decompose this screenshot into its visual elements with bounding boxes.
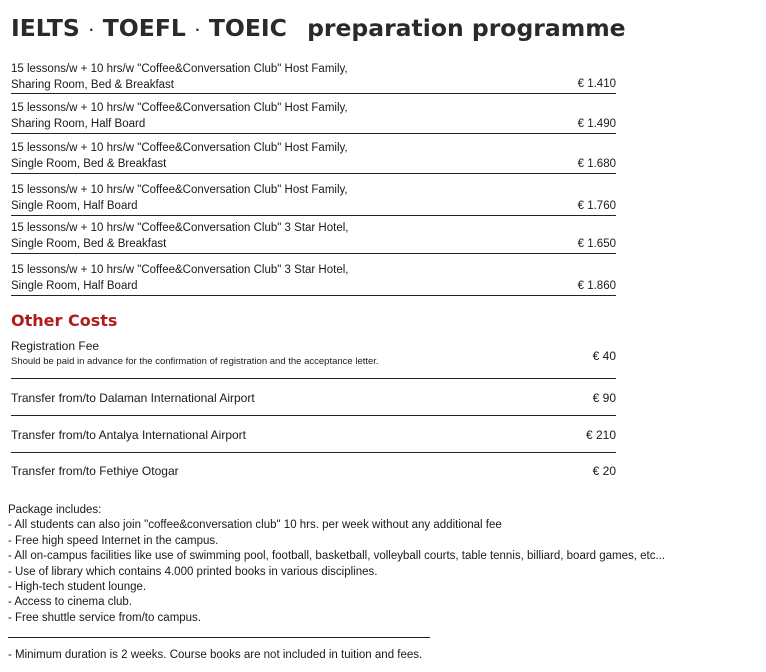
transfer-price: € 20 [592, 464, 616, 478]
transfer-price: € 90 [592, 391, 616, 405]
other-costs-heading: Other Costs [11, 311, 118, 330]
programme-desc-line1: 15 lessons/w + 10 hrs/w "Coffee&Conversation Club" Host Family, [11, 142, 348, 154]
package-heading: Package includes: [8, 504, 102, 516]
programme-row [11, 140, 616, 174]
title-separator: · [89, 22, 94, 37]
programme-desc-line2: Sharing Room, Half Board [11, 118, 146, 130]
package-item: - Free high speed Internet in the campus. [8, 534, 219, 547]
divider [11, 415, 616, 416]
transfer-label: Transfer from/to Antalya International Airport [11, 428, 247, 442]
programme-price: € 1.680 [577, 158, 616, 170]
programme-row [11, 61, 616, 94]
package-item: - All on-campus facilities like use of swimming pool, football, basketball, volleyball courts, table tennis, billiard, board games, etc... [8, 550, 666, 563]
package-item: - All students can also join "coffee&conversation club" 10 hrs. per week without any additional fee [8, 519, 502, 532]
registration-fee [11, 338, 616, 370]
programme-price: € 1.760 [577, 200, 616, 212]
transfer-label: Transfer from/to Dalaman International Airport [11, 391, 255, 405]
footer-divider [8, 637, 430, 638]
package-includes [8, 503, 665, 626]
footer-note: - Minimum duration is 2 weeks. Course books are not included in tuition and fees. [8, 649, 423, 661]
programme-desc-line1: 15 lessons/w + 10 hrs/w "Coffee&Conversation Club" Host Family, [11, 63, 348, 75]
registration-fee-label: Registration Fee [11, 339, 100, 353]
title-toeic: TOEIC [208, 14, 287, 42]
title-rest: preparation programme [307, 14, 626, 42]
programme-desc-line2: Single Room, Bed & Breakfast [11, 158, 167, 170]
programme-row [11, 220, 616, 254]
transfer-row [11, 390, 616, 406]
transfer-row [11, 427, 616, 443]
package-item: - Use of library which contains 4.000 printed books in various disciplines. [8, 565, 378, 578]
title-ielts: IELTS [11, 14, 80, 42]
programme-desc-line2: Single Room, Bed & Breakfast [11, 238, 167, 250]
package-item: - Free shuttle service from/to campus. [8, 611, 202, 624]
programme-row [11, 182, 616, 216]
transfer-label: Transfer from/to Fethiye Otogar [11, 464, 179, 478]
programme-desc-line2: Sharing Room, Bed & Breakfast [11, 79, 174, 91]
programme-desc-line2: Single Room, Half Board [11, 280, 138, 292]
registration-fee-note: Should be paid in advance for the confirmation of registration and the acceptance letter. [11, 356, 379, 367]
programme-price: € 1.860 [577, 280, 616, 292]
programme-row [11, 100, 616, 134]
transfer-price: € 210 [585, 428, 616, 442]
programme-row [11, 262, 616, 296]
programme-price: € 1.490 [577, 118, 616, 130]
divider [11, 378, 616, 379]
programme-desc-line2: Single Room, Half Board [11, 200, 138, 212]
title-toefl: TOEFL [102, 14, 186, 42]
package-item: - Access to cinema club. [8, 596, 132, 609]
registration-fee-price: € 40 [592, 349, 616, 363]
title-separator: · [195, 22, 200, 37]
programme-price: € 1.410 [577, 78, 616, 90]
transfer-row [11, 463, 616, 479]
programme-desc-line1: 15 lessons/w + 10 hrs/w "Coffee&Conversation Club" Host Family, [11, 102, 348, 114]
package-item: - High-tech student lounge. [8, 581, 147, 594]
page-title [11, 14, 626, 42]
divider [11, 452, 616, 453]
programme-desc-line1: 15 lessons/w + 10 hrs/w "Coffee&Conversation Club" 3 Star Hotel, [11, 264, 349, 276]
programme-desc-line1: 15 lessons/w + 10 hrs/w "Coffee&Conversation Club" 3 Star Hotel, [11, 222, 349, 234]
programme-desc-line1: 15 lessons/w + 10 hrs/w "Coffee&Conversation Club" Host Family, [11, 184, 348, 196]
programme-price: € 1.650 [577, 238, 616, 250]
